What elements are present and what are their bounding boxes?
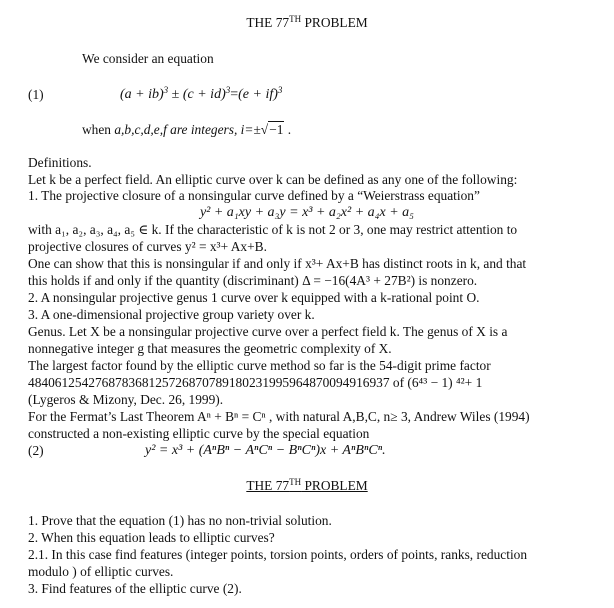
- problem-item-3: 3. Find features of the elliptic curve (2).: [28, 581, 242, 596]
- def-line-8: 3. A one-dimensional projective group variety over k.: [28, 307, 315, 322]
- equation1-label: (1): [28, 87, 44, 102]
- problem-item-1: 1. Prove that the equation (1) has no non-trivial solution.: [28, 513, 332, 528]
- eq1-mid: (c + id): [182, 87, 226, 102]
- page-title: [0, 15, 614, 30]
- equation2-label: (2): [28, 443, 44, 458]
- title-superscript: TH: [289, 14, 302, 24]
- factor-expression: of (6⁴³ − 1) ⁴²+ 1: [389, 375, 483, 390]
- title-text: THE 77: [246, 15, 290, 30]
- fermat-line-2: constructed a non-existing elliptic curve by the special equation: [28, 426, 370, 441]
- sqrt-argument: −1: [269, 122, 284, 137]
- def-line-6: this holds if and only if the quantity (discriminant) Δ = −16(4A³ + 27B²) is nonzero.: [28, 273, 478, 288]
- def-line-3: with a₁, a₂, a₃, a₄, a₅ ∈ k. If the characteristic of k is not 2 or 3, one may restrict attention to: [28, 222, 518, 237]
- definitions-heading: Definitions.: [28, 155, 92, 170]
- eq1-eq: =: [230, 87, 239, 102]
- eq1-lhs: (a + ib): [120, 87, 164, 102]
- problem-item-2-1: 2.1. In this case find features (integer points, torsion points, orders of points, ranks, reduction: [28, 547, 528, 562]
- factor-line-2: [28, 375, 482, 390]
- conditions-line: [82, 122, 291, 137]
- eq1-pm: ±: [168, 87, 183, 102]
- eq1-exp3: 3: [277, 85, 283, 95]
- weierstrass-equation: y² + a₁xy + a₃y = x³ + a₂x² + a₄x + a₅: [199, 205, 415, 220]
- problem-title-text-end: PROBLEM: [301, 478, 368, 493]
- genus-line-1: Genus. Let X be a nonsingular projective curve over a perfect field k. The genus of X is a: [28, 324, 508, 339]
- eq1-exp: 3: [163, 85, 169, 95]
- def-line-2: 1. The projective closure of a nonsingular curve defined by a “Weierstrass equation”: [28, 188, 480, 203]
- intro-text: We consider an equation: [82, 51, 214, 66]
- problem-item-2-1-cont: modulo ) of elliptic curves.: [28, 564, 174, 579]
- equation1: [120, 87, 282, 102]
- def-line-1: Let k be a perfect field. An elliptic curve over k can be defined as any one of the following:: [28, 172, 518, 187]
- when-pm: ±: [253, 122, 261, 137]
- equation2: y² = x³ + (AⁿBⁿ − AⁿCⁿ − BⁿCⁿ)x + AⁿBⁿCⁿ.: [145, 443, 386, 458]
- def-line-4: projective closures of curves y² = x³+ Ax+B.: [28, 239, 267, 254]
- eq1-rhs: (e + if): [238, 87, 278, 102]
- genus-line-2: nonnegative integer g that measures the geometric complexity of X.: [28, 341, 392, 356]
- fermat-line-1: For the Fermat’s Last Theorem Aⁿ + Bⁿ = Cⁿ , with natural A,B,C, n≥ 3, Andrew Wiles (1994): [28, 409, 530, 424]
- citation-line: (Lygeros & Mizony, Dec. 26, 1999).: [28, 392, 224, 407]
- def-line-5: One can show that this is nonsingular if and only if x³+ Ax+B has distinct roots in k, and that: [28, 256, 527, 271]
- eq1-exp2: 3: [225, 85, 231, 95]
- title-text-end: PROBLEM: [301, 15, 368, 30]
- problem-title: [0, 478, 614, 493]
- problem-item-2: 2. When this equation leads to elliptic curves?: [28, 530, 275, 545]
- when-vars: a,b,c,d,e,f are integers, i=: [114, 122, 254, 137]
- when-pre: when: [82, 122, 115, 137]
- factor-line-1: The largest factor found by the elliptic curve method so far is the 54-digit prime factor: [28, 358, 491, 373]
- problem-title-text: THE 77: [246, 478, 290, 493]
- when-post: .: [284, 122, 292, 137]
- problem-title-superscript: TH: [289, 477, 302, 487]
- def-line-7: 2. A nonsingular projective genus 1 curve over k equipped with a k-rational point O.: [28, 290, 480, 305]
- prime-factor: 484061254276878368125726870789180231995964870094916937: [28, 375, 390, 390]
- sqrt-symbol: √: [260, 122, 269, 137]
